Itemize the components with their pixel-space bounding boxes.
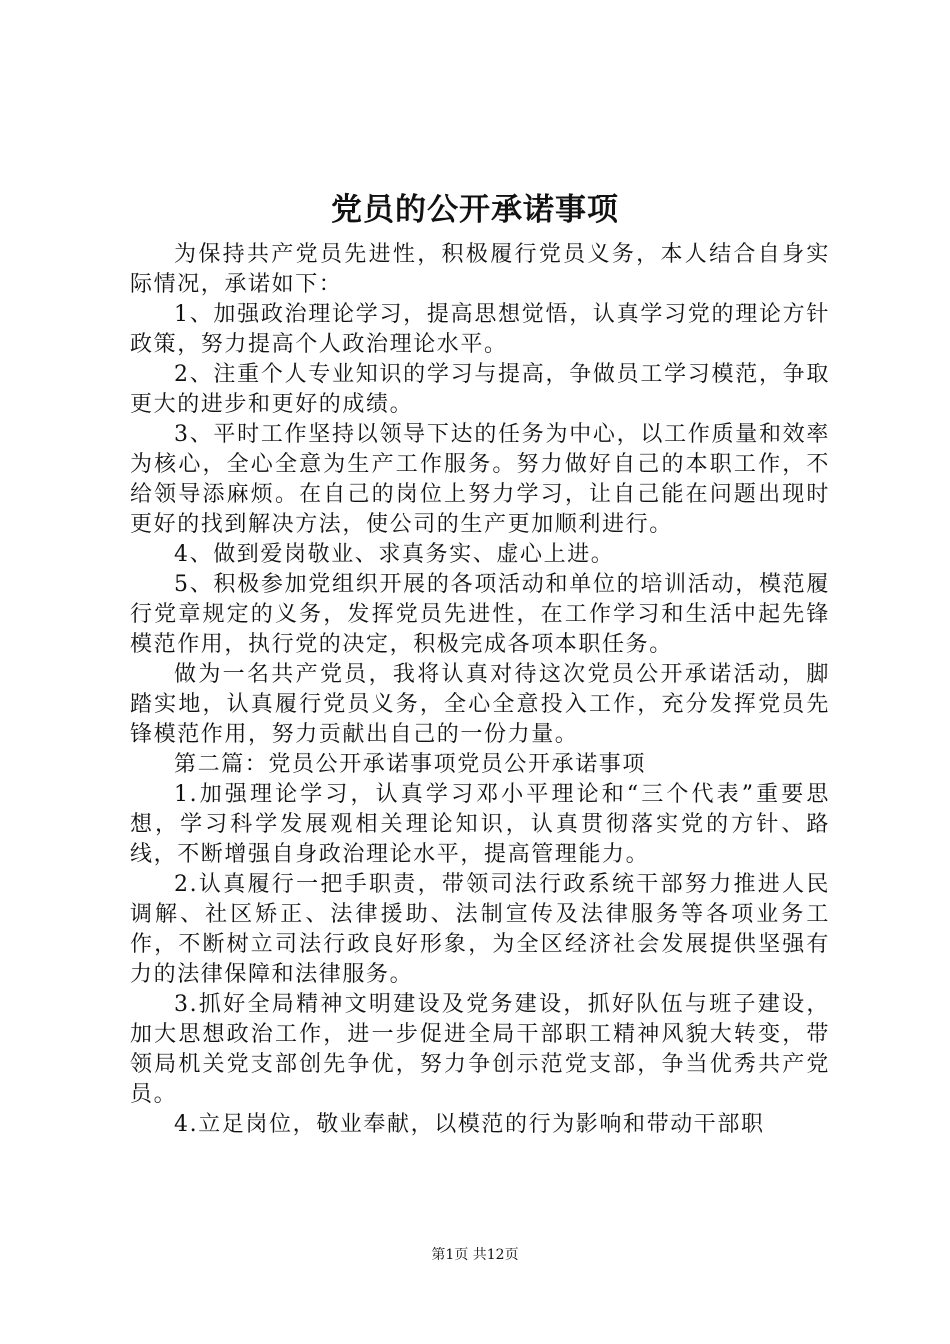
paragraph-item-2: 2、注重个人专业知识的学习与提高，争做员工学习模范，争取更大的进步和更好的成绩。 — [130, 362, 830, 417]
paragraph-item-1: 1、加强政治理论学习，提高思想觉悟，认真学习党的理论方针政策，努力提高个人政治理论水平。 — [130, 302, 830, 357]
paragraph-conclusion: 做为一名共产党员，我将认真对待这次党员公开承诺活动，脚踏实地，认真履行党员义务，全心全意投入工作，充分发挥党员先锋模范作用，努力贡献出自己的一份力量。 — [130, 662, 830, 747]
paragraph-part2-item-2: 2.认真履行一把手职责，带领司法行政系统干部努力推进人民调解、社区矫正、法律援助、法制宣传及法律服务等各项业务工作，不断树立司法行政良好形象，为全区经济社会发展提供坚强有力的法律保障和法律服务。 — [130, 872, 830, 987]
paragraph-intro: 为保持共产党员先进性，积极履行党员义务，本人结合自身实际情况，承诺如下： — [130, 242, 830, 297]
paragraph-part2-item-1: 1.加强理论学习，认真学习邓小平理论和“三个代表”重要思想，学习科学发展观相关理论知识，认真贯彻落实党的方针、路线，不断增强自身政治理论水平，提高管理能力。 — [130, 782, 830, 867]
document-title: 党员的公开承诺事项 — [331, 192, 619, 228]
paragraph-item-3: 3、平时工作坚持以领导下达的任务为中心，以工作质量和效率为核心，全心全意为生产工作服务。努力做好自己的本职工作，不给领导添麻烦。在自己的岗位上努力学习，让自己能在问题出现时更好的找到解决方法，使公司的生产更加顺利进行。 — [130, 422, 830, 537]
paragraph-item-5: 5、积极参加党组织开展的各项活动和单位的培训活动，模范履行党章规定的义务，发挥党员先进性，在工作学习和生活中起先锋模范作用，执行党的决定，积极完成各项本职任务。 — [130, 572, 830, 657]
page-footer: 第1页 共12页 — [431, 1247, 519, 1263]
document-body — [130, 240, 830, 1140]
paragraph-part2-item-4: 4.立足岗位，敬业奉献，以模范的行为影响和带动干部职 — [174, 1112, 765, 1137]
paragraph-item-4: 4、做到爱岗敬业、求真务实、虚心上进。 — [174, 542, 615, 567]
section-heading-part-two: 第二篇：党员公开承诺事项党员公开承诺事项 — [174, 752, 647, 777]
paragraph-part2-item-3: 3.抓好全局精神文明建设及党务建设，抓好队伍与班子建设，加大思想政治工作，进一步促进全局干部职工精神风貌大转变，带领局机关党支部创先争优，努力争创示范党支部，争当优秀共产党员。 — [130, 992, 830, 1107]
